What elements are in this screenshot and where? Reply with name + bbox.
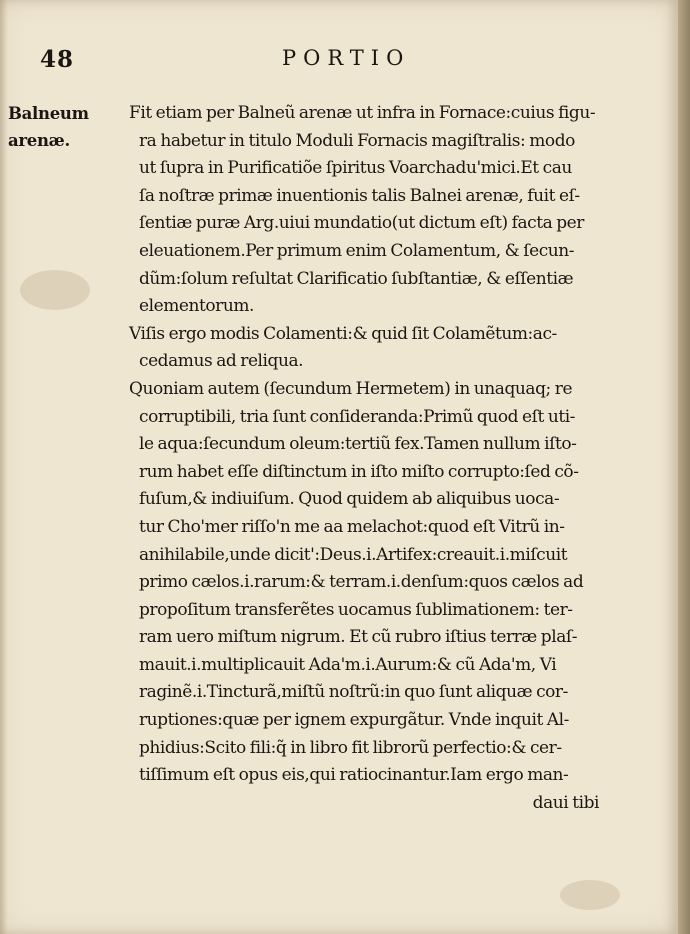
text-line: ut ſupra in Purificatiõe ſpiritus Voarchadu'mici.Et cau [139,158,572,179]
foxing-spot [560,880,620,910]
text-line: raginẽ.i.Tincturã,miſtũ noſtrũ:in quo ſunt aliquæ cor- [139,682,568,703]
body-text [129,100,629,817]
text-line: Quoniam autem (ſecundum Hermetem) in unaquaq; re [129,378,573,399]
page-number: 48 [40,46,75,73]
catchword: daui tibi [532,792,599,813]
page-edge [678,0,690,934]
marginal-note [8,100,98,154]
text-line: ra habetur in titulo Moduli Fornacis magiſtralis: modo [139,130,575,151]
text-line: mauit.i.multiplicauit Ada'm.i.Aurum:& cũ Ada'm, Vi [139,654,557,675]
text-line: Fit etiam per Balneũ arenæ ut infra in Fornace:cuius figu- [129,103,596,123]
running-head: PORTIO [282,46,411,70]
text-line: ruptiones:quæ per ignem expurgãtur. Vnde inquit Al- [139,710,569,731]
text-line: propoſitum transferẽtes uocamus ſublimationem: ter- [139,599,573,620]
text-line: phidius:Scito fili:q̃ in libro fit librorũ perfectio:& cer- [139,737,562,758]
text-line: ſa noſtræ primæ inuentionis talis Balnei arenæ, fuit eſ- [139,185,580,206]
text-line: Viſis ergo modis Colamenti:& quid ſit Colamẽtum:ac- [129,323,557,344]
text-line: elementorum. [139,296,254,317]
text-line: ram uero miſtum nigrum. Et cũ rubro iſtius terræ plaſ- [139,627,578,648]
foxing-spot [20,270,90,310]
marginal-note-line: Balneum [8,104,89,123]
text-line: tiſſimum eſt opus eis,qui ratiocinantur.Iam ergo man- [139,765,569,786]
text-line: eleuationem.Per primum enim Colamentum, & ſecun- [139,240,575,261]
marginal-note-line: arenæ. [8,131,70,150]
text-line: rum habet eſſe diſtinctum in iſto miſto corrupto:ſed cõ- [139,461,579,482]
text-line: cedamus ad reliqua. [139,351,304,372]
text-line: corruptibili, tria ſunt conſideranda:Primũ quod eſt uti- [139,406,575,427]
text-line: primo cælos.i.rarum:& terram.i.denſum:quos cælos ad [139,572,584,593]
text-line: le aqua:ſecundum oleum:tertiũ fex.Tamen nullum iſto- [139,434,577,455]
text-line: fuſum,& indiuiſum. Quod quidem ab aliquibus uoca- [139,489,560,510]
text-line: tur Cho'mer riſſo'n me aa melachot:quod eſt Vitrũ in- [139,516,565,537]
text-line: anihilabile,unde dicit':Deus.i.Artifex:creauit.i.miſcuit [139,544,568,565]
text-line: dũm:ſolum reſultat Clarificatio ſubſtantiæ, & eſſentiæ [139,268,574,289]
gutter-shadow [0,0,8,934]
text-line: ſentiæ puræ Arg.uiui mundatio(ut dictum eſt) facta per [139,213,584,234]
